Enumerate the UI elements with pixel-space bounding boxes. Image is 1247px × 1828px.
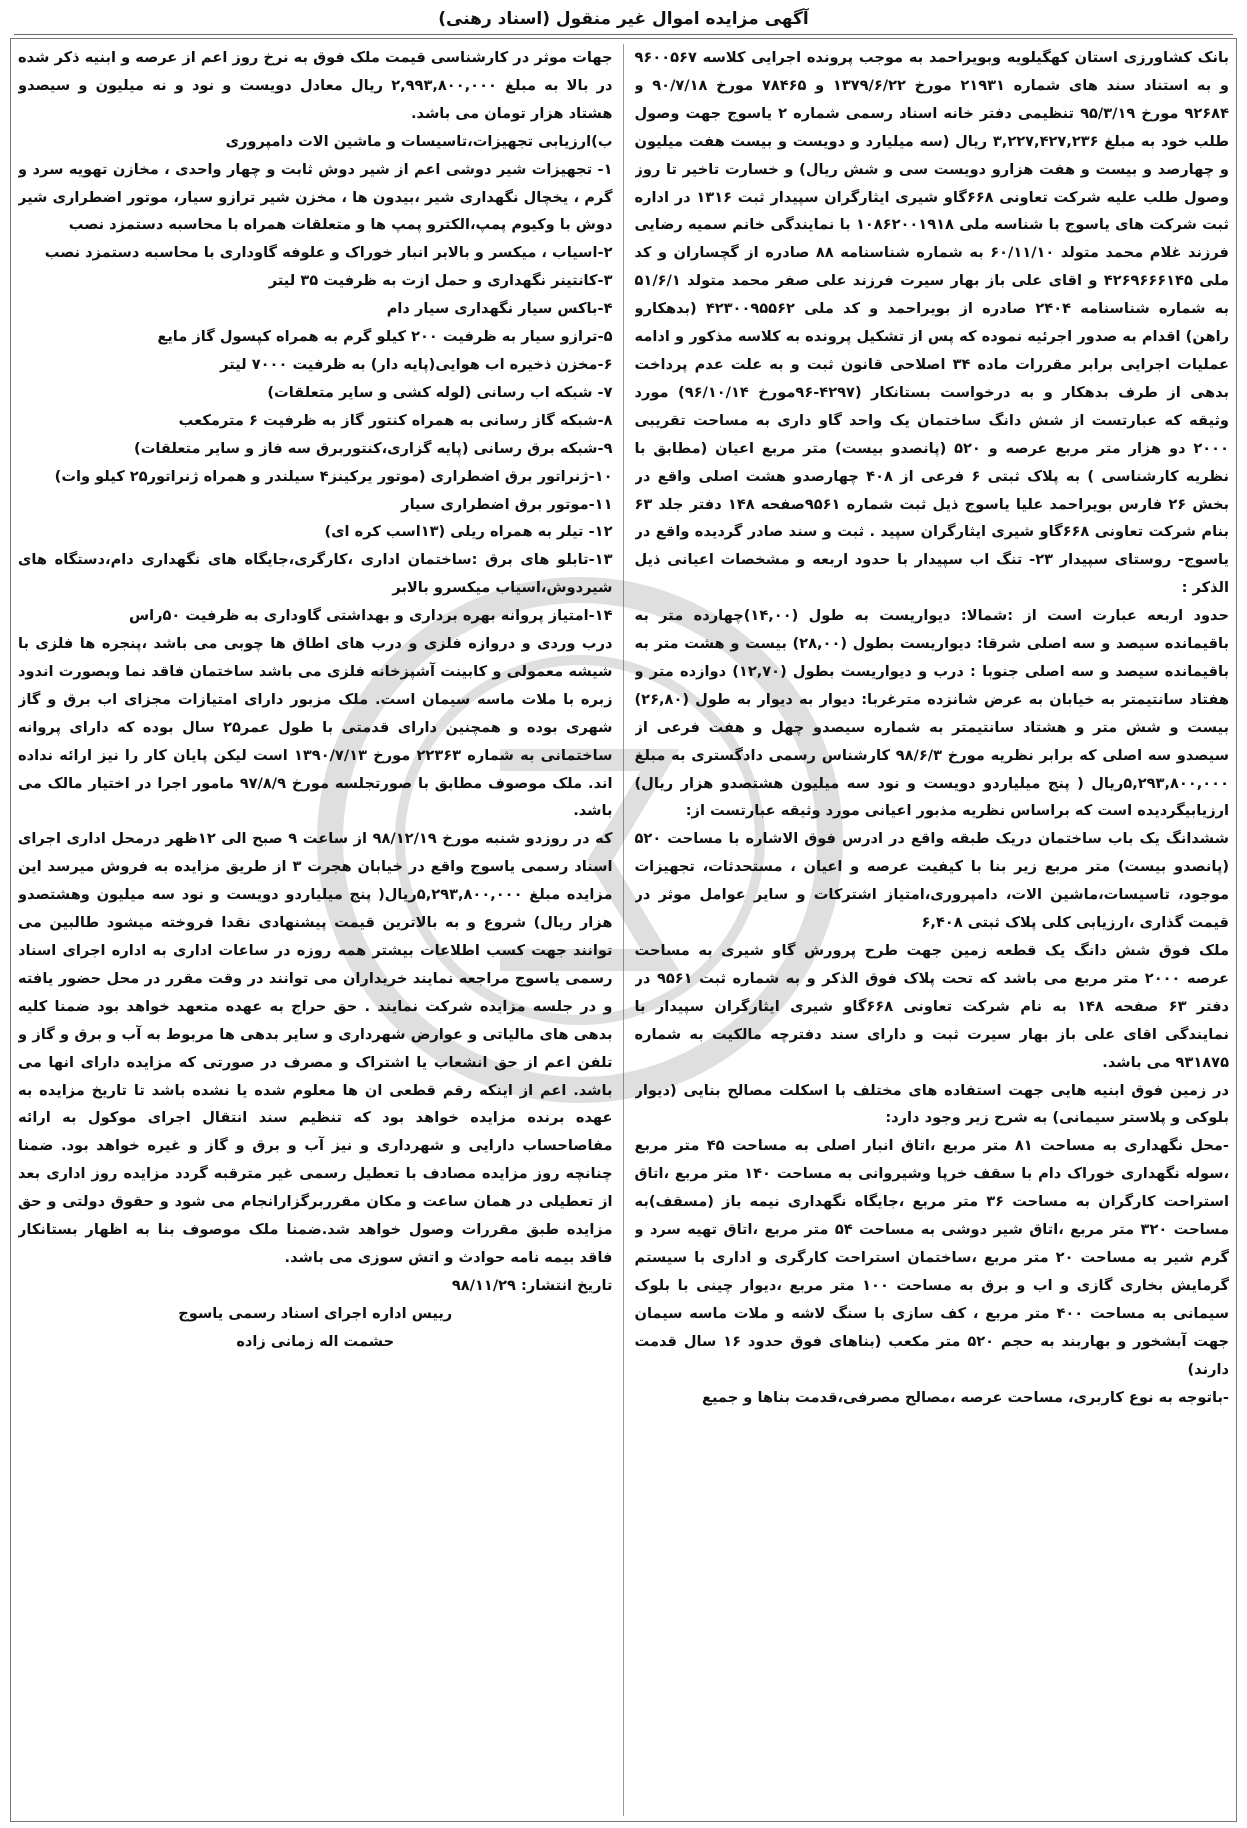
notice-body [18, 44, 1229, 1818]
paragraph: حدود اربعه عبارت است از :شمالا: دیواریست به طول (۱۴,۰۰)چهارده متر به باقیمانده سیصد و سه اصلی شرقا: دیواریست بطول (۲۸,۰۰) بیست و هشت متر به باقیمانده سیصد و سه اصلی جنوبا : درب و دیواریست بطول (۱۲,۷۰) دوازده متر و هفتاد سانتیمتر به خیابان به عرض شانزده مترغربا: دیوار به دیوار به طول (۲۶,۸۰) بیست و شش متر و هشتاد سانتیمتر به شماره سیصدو چهل و هفت فرعی از سیصدو سه اصلی که برابر نظریه مورخ ۹۸/۶/۳ کارشناس رسمی دادگستری به مبلغ ۵,۲۹۳,۸۰۰,۰۰۰ریال ( پنج میلیاردو دویست و نود سه میلیون هشتصدو هزار ریال) ارزیابیگردیده است که براساس نظریه مذبور اعیانی مورد وثیقه عبارتست از: [634, 607, 1229, 820]
paragraph: ملک فوق شش دانگ یک قطعه زمین جهت طرح پرورش گاو شیری به مساحت عرصه ۲۰۰۰ متر مربع می باشد که تحت پلاک فوق الذکر و به شماره ثبت ۹۵۶۱ در دفتر ۶۳ صفحه ۱۴۸ به نام شرکت تعاونی ۶۶۸گاو شیری ایثارگران سپیدار با نمایندگی اقای علی باز بهار سیرت ثبت و دارای سند دفترچه مالکیت به شماره ۹۳۱۸۷۵ می باشد. [634, 942, 1229, 1071]
left-column [18, 44, 613, 1818]
list-item: ۶-مخزن ذخیره اب هوایی(پایه دار) به ظرفیت ۷۰۰۰ لیتر [220, 355, 613, 373]
paragraph: -محل نگهداری به مساحت ۸۱ متر مربع ،اتاق انبار اصلی به مساحت ۴۵ متر مربع ،سوله نگهداری خوراک دام با سقف خرپا وشیروانی به مساحت ۱۴۰ متر مربع ،اتاق استراحت کارگران به مساحت ۳۶ متر مربع ،جایگاه نگهداری نیمه باز (مسقف)به مساحت ۳۲۰ متر مربع ،اتاق شیر دوشی به مساحت ۵۴ متر مربع ،اتاق تهیه سرد و گرم شیر به مساحت ۲۰ متر مربع ،ساختمان استراحت کارگری و اداری با سیستم گرمایش بخاری گازی و اب و برق به مساحت ۱۰۰ متر مربع ،دیوار چینی با بلوک سیمانی به مساحت ۴۰۰ متر مربع ، کف سازی با سنگ لاشه و ملات ماسه سیمان جهت آبشخور و بهاربند به حجم ۵۲۰ متر مکعب (بناهای فوق حدود ۱۶ سال قدمت دارند) [634, 1137, 1229, 1378]
list-item: ۹-شبکه برق رسانی (پایه گزاری،کنتوربرق سه فاز و سایر متعلقات) [134, 439, 613, 457]
paragraph: که در روزدو شنبه مورخ ۹۸/۱۲/۱۹ از ساعت ۹ صبح الی ۱۲ظهر درمحل اداری اجرای اسناد رسمی یاسوج واقع در خیابان هجرت ۳ از طریق مزایده به فروش میرسد این مزایده مبلغ ۵,۲۹۳,۸۰۰,۰۰۰ریال( پنج میلیاردو دویست و نود سه میلیون وهشتصدو هزار ریال) شروع و به بالاترین قیمت پیشنهادی نقدا فروخته میشود طالبین می توانند جهت کسب اطلاعات بیشتر همه روزه در ساعات اداری به اداره اجرای اسناد رسمی یاسوج مراجعه نمایند خریداران می توانند در وقت مقرر در محل حضور یافته و در جلسه مزایده شرکت نمایند . حق حراج به عهده متعهد خواهد بود ضمنا کلیه بدهی های مالیاتی و عوارض شهرداری و سایر بدهی ها مربوط به آب و برق و گاز و تلفن اعم از حق انشعاب یا اشتراک و مصرف در صورتی که مزایده دارای انها می باشد. اعم از اینکه رقم قطعی ان ها معلوم شده یا نشده باشد تا تاریخ مزایده به عهده برنده مزایده خواهد بود که تنظیم سند انتقال اجرای موکول به ارائه مفاصاحساب دارایی و شهرداری و نیز آب و برق و گاز و غیره خواهد بود. ضمنا چنانچه روز مزایده مصادف با تعطیل رسمی غیر مترقبه گردد مزایده روز اداری بعد از تعطیلی در همان ساعت و مکان مقرربرگزارانجام می شود و حقوق دولتی و حق مزایده طبق مقررات وصول خواهد شد.ضمنا ملک موصوف بنا به اظهار بستانکار فاقد بیمه نامه حوادث و اتش سوزی می باشد. [18, 830, 613, 1266]
notice-title: آگهی مزایده اموال غیر منقول (اسناد رهنی) [14, 6, 1233, 35]
list-item: ۲-اسیاب ، میکسر و بالابر انبار خوراک و علوفه گاوداری با محاسبه دستمزد نصب [44, 244, 613, 262]
signature-title: رییس اداره اجرای اسناد رسمی یاسوج [178, 1304, 453, 1322]
list-item: ۱۲- تیلر به همراه ریلی (۱۳اسب کره ای) [324, 523, 613, 541]
paragraph: در زمین فوق ابنیه هایی جهت استفاده های مختلف با اسکلت مصالح بنایی (دیوار بلوکی و پلاستر سیمانی) به شرح زیر وجود دارد: [634, 1081, 1229, 1127]
list-item: ۱۰-ژنراتور برق اضطراری (موتور یرکینز۴ سیلندر و همراه ژنراتور۲۵ کیلو وات) [54, 467, 613, 485]
list-item: ۱۳-تابلو های برق :ساختمان اداری ،کارگری،جایگاه های نگهداری دام،دستگاه های شیردوش،اسیاب میکسرو بالابر [18, 551, 613, 597]
paragraph: درب وردی و دروازه فلزی و درب های اطاق ها چوبی می باشد ،پنجره ها فلزی با شیشه معمولی و کابینت آشپزخانه فلزی می باشد ساختمان فاقد نما وبصورت اندود زبره با ملات ماسه سیمان است. ملک مزبور دارای امتیازات مجزای اب برق و گاز شهری بوده و همچنین دارای قدمتی با طول عمر۲۵ سال بوده که دارای پروانه ساختمانی به شماره ۲۲۳۶۳ مورخ ۱۳۹۰/۷/۱۳ است لیکن پایان کار را نیز ارائه نداده اند. ملک موصوف مطابق با صورتجلسه مورخ ۹۷/۸/۹ مامور اجرا در اختیار مالک می باشد. [18, 635, 613, 820]
list-item: ۷- شبکه اب رسانی (لوله کشی و سایر متعلقات) [267, 383, 613, 401]
list-item: ۱۴-امتیاز پروانه بهره برداری و بهداشتی گاوداری به ظرفیت ۵۰راس [128, 607, 613, 625]
list-item: ۵-ترازو سیار به ظرفیت ۲۰۰ کیلو گرم به همراه کپسول گاز مایع [157, 328, 613, 346]
list-item: ۱- تجهیزات شیر دوشی اعم از شیر دوش ثابت و چهار واحدی ، مخازن تهویه سرد و گرم ، یخچال نگهداری شیر ،بیدون ها ، مخزن شیر ترازو سیار، موتور اضطراری شیر دوش با وکیوم پمپ،الکترو پمپ ها و متعلقات همراه با محاسبه دستمزد نصب [18, 160, 613, 234]
list-item: ۳-کانتینر نگهداری و حمل ازت به ظرفیت ۳۵ لیتر [268, 272, 613, 290]
section-heading: ب)ارزیابی تجهیزات،تاسیسات و ماشین الات دامپروری [225, 132, 613, 150]
publish-date: تاریخ انتشار: ۹۸/۱۱/۲۹ [451, 1276, 613, 1294]
list-item: ۱۱-موتور برق اضطراری سیار [401, 495, 613, 513]
right-column [635, 44, 1230, 1818]
paragraph: ششدانگ یک باب ساختمان دریک طبقه واقع در ادرس فوق الاشاره با مساحت ۵۲۰ (پانصدو بیست) متر مربع زیر بنا با کیفیت عرصه و اعیان ، مستحدثات، تجهیزات موجود، تاسیسات،ماشین الات، دامپروری،امتیاز اشترکات و سایر عوامل موثر در قیمت گذاری ،ارزیابی کلی پلاک ثبتی ۶,۴۰۸ [634, 830, 1229, 932]
paragraph: -باتوجه به نوع کاربری، مساحت عرصه ،مصالح مصرفی،قدمت بناها و جمیع [701, 1388, 1229, 1406]
list-item: ۸-شبکه گاز رسانی به همراه کنتور گاز به ظرفیت ۶ مترمکعب [178, 411, 613, 429]
paragraph: بانک کشاورزی استان کهگیلویه وبویراحمد به موجب پرونده اجرایی کلاسه ۹۶۰۰۵۶۷ و به استناد سند های شماره ۲۱۹۳۱ مورخ ۱۳۷۹/۶/۲۲ و ۷۸۴۶۵ مورخ ۹۰/۷/۱۸ و ۹۲۶۸۴ مورخ ۹۵/۳/۱۹ تنظیمی دفتر خانه اسناد رسمی شماره ۲ یاسوج جهت وصول طلب خود به مبلغ ۳,۲۲۷,۴۲۷,۲۳۶ ریال (سه میلیارد و دویست و بیست هفت میلیون و چهارصد و بیست و هفت هزارو دویست سی و شش ریال) و خسارت تاخیر تا روز وصول طلب علیه شرکت تعاونی ۶۶۸گاو شیری ایثارگران سپیدار ثبت ۱۳۱۶ در اداره ثبت شرکت های یاسوج با شناسه ملی ۱۰۸۶۲۰۰۱۹۱۸ با نمایندگی خانم سمیه رضایی فرزند غلام محمد متولد ۶۰/۱۱/۱۰ به شماره شناسنامه ۸۸ صادره از گچساران و کد ملی ۴۲۶۹۶۶۶۱۴۵ و اقای علی باز بهار سیرت فرزند علی صفر محمد متولد ۵۱/۶/۱ به شماره شناسنامه ۲۴۰۴ صادره از بویراحمد و کد ملی ۴۲۳۰۰۹۵۵۶۲ (بدهکارو راهن) اقدام به صدور اجرئیه نموده که پس از تشکیل پرونده به کلاسه مذکور و ادامه عملیات اجرایی برابر مقررات ماده ۳۴ اصلاحی قانون ثبت و به علت عدم پرداخت بدهی از طرف بدهکار و به درخواست بستانکار (۴۲۹۷-۹۶مورخ ۹۶/۱۰/۱۴) مورد وثیقه که عبارتست از شش دانگ ساختمان یک واحد گاو داری به مساحت تقریبی ۲۰۰۰ دو هزار متر مربع عرصه و ۵۲۰ (پانصدو بیست) متر مربع اعیان (مطابق با نظریه کارشناسی ) به پلاک ثبتی ۶ فرعی از ۴۰۸ چهارصدو هشت اصلی واقع در بخش ۲۶ فارس بویراحمد علیا یاسوج ذیل ثبت شماره ۹۵۶۱صفحه ۱۴۸ دفتر جلد ۶۳ بنام شرکت تعاونی ۶۶۸گاو شیری ایثارگران سپید . ثبت و سند صادر گردیده واقع در یاسوج- روستای سپیدار ۲۳- تنگ اب سپیدار با حدود اربعه و مشخصات اعیانی ذیل الذکر : [634, 49, 1229, 597]
signature-name: حشمت اله زمانی زاده [236, 1332, 395, 1350]
list-item: ۴-باکس سیار نگهداری سیار دام [386, 300, 613, 318]
paragraph: جهات موثر در کارشناسی قیمت ملک فوق به نرخ روز اعم از عرصه و ابنیه ذکر شده در بالا به مبلغ ۲,۹۹۳,۸۰۰,۰۰۰ ریال معادل دویست و نود و نه میلیون و سیصدو هشتاد هزار تومان می باشد. [18, 49, 613, 122]
